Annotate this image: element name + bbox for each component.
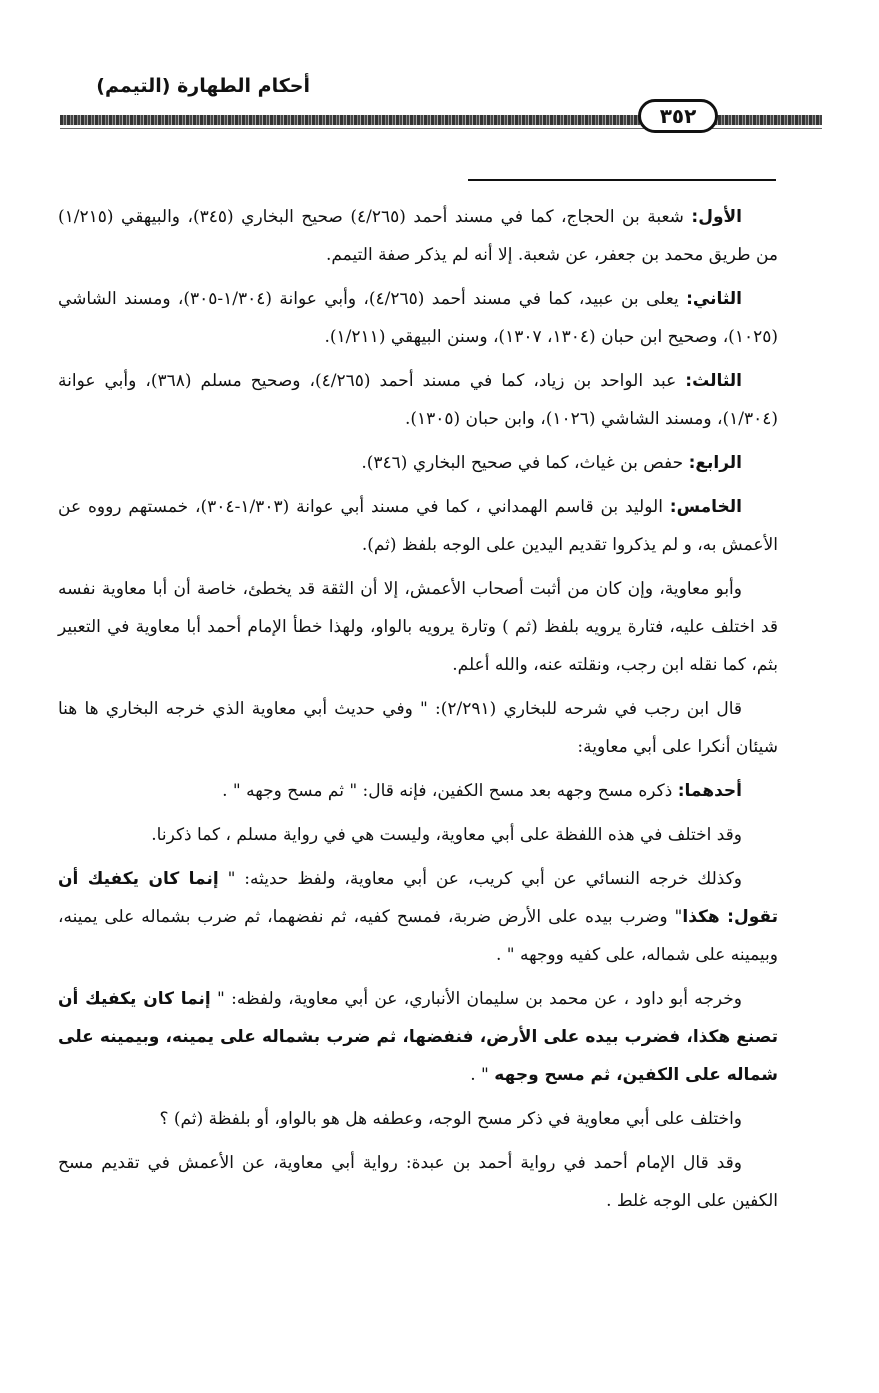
paragraph-lead: الأول:: [691, 207, 742, 227]
paragraph-text: واختلف على أبي معاوية في ذكر مسح الوجه، وعطفه هل هو بالواو، أو بلفظة (ثم) ؟: [159, 1109, 742, 1129]
paragraph-lead: الثاني:: [686, 289, 742, 309]
paragraph-abu-dawud: [58, 980, 778, 1094]
paragraph-text: ذكره مسح وجهه بعد مسح الكفين، فإنه قال: " ثم مسح وجهه " .: [222, 781, 678, 801]
footnote-separator: [468, 179, 776, 181]
paragraph-text: حفص بن غياث، كما في صحيح البخاري (٣٤٦).: [361, 453, 689, 473]
paragraph-text: شعبة بن الحجاج، كما في مسند أحمد (٤/٢٦٥) صحيح البخاري (٣٤٥)، والبيهقي (١/٢١٥) من طريق محمد بن جعفر، عن شعبة. إلا أنه لم يذكر صفة التيمم.: [58, 207, 778, 265]
paragraph-text: وكذلك خرجه النسائي عن أبي كريب، عن أبي معاوية، ولفظ حديثه: ": [218, 869, 742, 889]
paragraph-first: [58, 198, 778, 274]
paragraph-nasai: [58, 860, 778, 974]
paragraph-third: [58, 362, 778, 438]
quoted-hadith-bold: إنما كان يكفيك أن تقول: هكذا: [58, 869, 778, 927]
paragraph-second: [58, 280, 778, 356]
paragraph-text: يعلى بن عبيد، كما في مسند أحمد (٤/٢٦٥)، وأبي عوانة (١/٣٠٤-٣٠٥)، ومسند الشاشي (١٠٢٥)، وصحيح ابن حبان (١٣٠٤، ١٣٠٧)، وسنن البيهقي (١/٢١١).: [58, 289, 778, 347]
body-text: [58, 198, 778, 1226]
quoted-hadith-bold: إنما كان يكفيك أن تصنع هكذا، فضرب بيده على الأرض، فنفضها، ثم ضرب بشماله على يمينه، وبيمينه على شماله على الكفين، ثم مسح وجهه: [58, 989, 778, 1085]
paragraph-lead: الخامس:: [669, 497, 742, 517]
paragraph-lead: الثالث:: [685, 371, 742, 391]
paragraph-lead: أحدهما:: [677, 781, 742, 801]
paragraph-text: الوليد بن قاسم الهمداني ، كما في مسند أبي عوانة (١/٣٠٣-٣٠٤)، خمستهم رووه عن الأعمش به، و لم يذكروا تقديم اليدين على الوجه بلفظ (ثم).: [58, 497, 778, 555]
paragraph-ahmad-ruling: [58, 1144, 778, 1220]
paragraph-text: وقد اختلف في هذه اللفظة على أبي معاوية، وليست هي في رواية مسلم ، كما ذكرنا.: [151, 825, 742, 845]
paragraph-fifth: [58, 488, 778, 564]
paragraph-text: وقد قال الإمام أحمد في رواية أحمد بن عبدة: رواية أبي معاوية، عن الأعمش في تقديم مسح الكفين على الوجه غلط .: [58, 1153, 778, 1211]
paragraph-first-objection: [58, 772, 778, 810]
paragraph-disagreement: [58, 1100, 778, 1138]
paragraph-text: قال ابن رجب في شرحه للبخاري (٢/٢٩١): " وفي حديث أبي معاوية الذي خرجه البخاري ها هنا شيئان أنكرا على أبي معاوية:: [58, 699, 778, 757]
paragraph-lead: الرابع:: [688, 453, 742, 473]
page-header-title: أحكام الطهارة (التيمم): [96, 75, 310, 97]
paragraph-abu-muawiya: [58, 570, 778, 684]
paragraph-text: وأبو معاوية، وإن كان من أثبت أصحاب الأعمش، إلا أن الثقة قد يخطئ، خاصة أن أبا معاوية نفسه قد اختلف عليه، فتارة يرويه بلفظ (ثم ) وتارة يرويه بالواو، ولهذا خطأ الإمام أحمد أبا معاوية في التعبير بثم، كما نقله ابن رجب، ونقلته عنه، والله أعلم.: [58, 579, 778, 675]
page-number: ٣٥٢: [638, 99, 718, 133]
paragraph-fourth: [58, 444, 778, 482]
paragraph-text: وخرجه أبو داود ، عن محمد بن سليمان الأنباري، عن أبي معاوية، ولفظه: ": [210, 989, 742, 1009]
paragraph-text: " وضرب بيده على الأرض ضربة، فمسح كفيه، ثم نفضهما، ثم ضرب بشماله على يمينه، وبيمينه على شماله، على كفيه ووجهه " .: [58, 907, 778, 965]
paragraph-ibn-rajab-quote: [58, 690, 778, 766]
paragraph-text: عبد الواحد بن زياد، كما في مسند أحمد (٤/٢٦٥)، وصحيح مسلم (٣٦٨)، وأبي عوانة (١/٣٠٤)، ومسند الشاشي (١٠٢٦)، وابن حبان (١٣٠٥).: [58, 371, 778, 429]
paragraph-text: " .: [470, 1065, 495, 1085]
paragraph-muslim-note: [58, 816, 778, 854]
